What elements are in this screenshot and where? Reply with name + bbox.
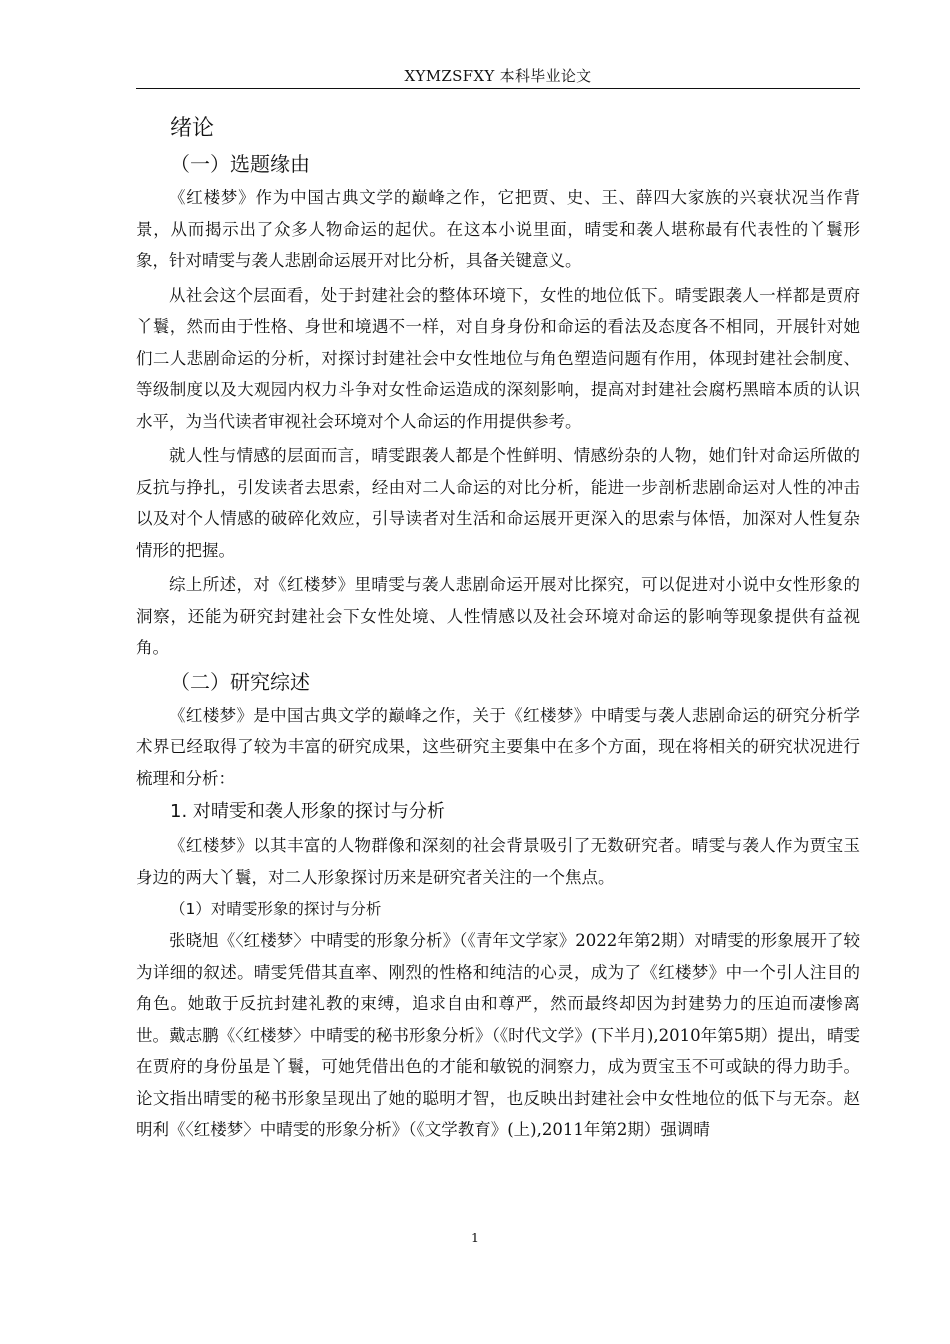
paragraph: 综上所述，对《红楼梦》里晴雯与袭人悲剧命运开展对比探究，可以促进对小说中女性形象的洞察，还能为研究封建社会下女性处境、人性情感以及社会环境对命运的影响等现象提供有益视角。	[136, 575, 860, 657]
subsection-heading: 1. 对晴雯和袭人形象的探讨与分析	[170, 801, 445, 822]
document-body	[136, 112, 860, 1146]
paragraph: 张晓旭《〈红楼梦〉中晴雯的形象分析》（《青年文学家》2022年第2期）对晴雯的形象展开了较为详细的叙述。晴雯凭借其直率、刚烈的性格和纯洁的心灵，成为了《红楼梦》中一个引人注目的角色。她敢于反抗封建礼教的束缚，追求自由和尊严，然而最终却因为封建势力的压迫而凄惨离世。戴志鹏《〈红楼梦〉中晴雯的秘书形象分析》（《时代文学》(下半月),2010年第5期）提出，晴雯在贾府的身份虽是丫鬟，可她凭借出色的才能和敏锐的洞察力，成为贾宝玉不可或缺的得力助手。论文指出晴雯的秘书形象呈现出了她的聪明才智，也反映出封建社会中女性地位的低下与无奈。赵明利《〈红楼梦〉中晴雯的形象分析》（《文学教育》(上),2011年第2期）强调晴	[136, 931, 860, 1139]
paragraph: 《红楼梦》作为中国古典文学的巅峰之作，它把贾、史、王、薛四大家族的兴衰状况当作背景，从而揭示出了众多人物命运的起伏。在这本小说里面，晴雯和袭人堪称最有代表性的丫鬟形象，针对晴雯与袭人悲剧命运展开对比分析，具备关键意义。	[136, 188, 860, 270]
item-heading: （1）对晴雯形象的探讨与分析	[170, 900, 382, 918]
paragraph: 从社会这个层面看，处于封建社会的整体环境下，女性的地位低下。晴雯跟袭人一样都是贾府丫鬟，然而由于性格、身世和境遇不一样，对自身身份和命运的看法及态度各不相同，开展针对她们二人悲剧命运的分析，对探讨封建社会中女性地位与角色塑造问题有作用，体现封建社会制度、等级制度以及大观园内权力斗争对女性命运造成的深刻影响，提高对封建社会腐朽黑暗本质的认识水平，为当代读者审视社会环境对个人命运的作用提供参考。	[136, 285, 860, 431]
paragraph: 就人性与情感的层面而言，晴雯跟袭人都是个性鲜明、情感纷杂的人物，她们针对命运所做的反抗与挣扎，引发读者去思索，经由对二人命运的对比分析，能进一步剖析悲剧命运对人性的冲击以及对个人情感的破碎化效应，引导读者对生活和命运展开更深入的思索与体悟，加深对人性复杂情形的把握。	[136, 446, 860, 560]
chapter-title: 绪论	[170, 116, 215, 141]
section-heading-topic-origin: （一）选题缘由	[170, 152, 310, 176]
paragraph: 《红楼梦》以其丰富的人物群像和深刻的社会背景吸引了无数研究者。晴雯与袭人作为贾宝玉身边的两大丫鬟，对二人形象探讨历来是研究者关注的一个焦点。	[136, 836, 860, 887]
paragraph: 《红楼梦》是中国古典文学的巅峰之作，关于《红楼梦》中晴雯与袭人悲剧命运的研究分析学术界已经取得了较为丰富的研究成果，这些研究主要集中在多个方面，现在将相关的研究状况进行梳理和分析：	[136, 705, 860, 788]
header-rule	[136, 88, 860, 89]
running-header: XYMZSFXY 本科毕业论文	[404, 67, 592, 85]
section-heading-literature-review: （二）研究综述	[170, 669, 310, 694]
page-number: 1	[471, 1230, 479, 1245]
